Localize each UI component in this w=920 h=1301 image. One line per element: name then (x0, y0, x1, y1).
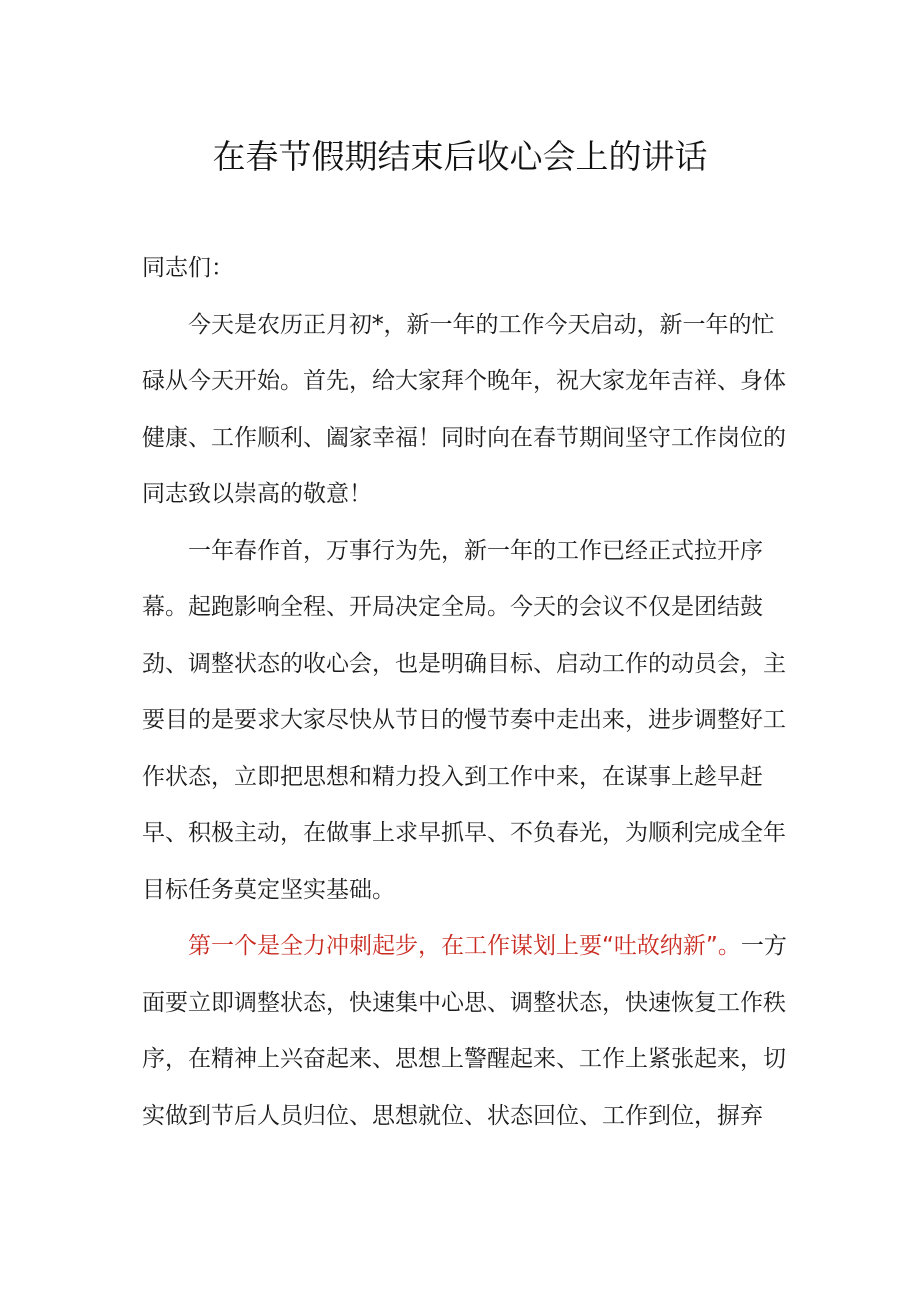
paragraph-greeting (142, 297, 794, 523)
text-line: 方面要立即调整状态，快速集中心思、调整状态，快速恢复工作 (142, 933, 787, 1016)
text-line: 秩序，在精神上兴奋起来、思想上警醒起来、工作上紧张起来， (142, 989, 786, 1072)
text-line: 立即把思想和精力投入到工作中来，在谋事上趁早赶早、积极主 (142, 763, 763, 846)
text-line: 起跑影响全程、开局决定全局。今天的会议不仅是团结鼓劲、调 (142, 594, 763, 677)
text-line: 动，在做事上求早抓早、不负春光，为顺利完成全年目标任务莫 (142, 820, 786, 903)
text-line: 康、工作顺利、阖家幸福！同时向在春节期间坚守工作岗位的同 (142, 424, 786, 507)
text-line: 整状态的收心会，也是明确目标、启动工作的动员会，主要目的 (142, 650, 786, 733)
text-line: 志致以崇高的敬意！ (165, 481, 372, 507)
text-line: 定坚实基础。 (257, 876, 395, 903)
section-heading: 第一个是全力冲刺起步，在工作谋划上要“吐故纳新”。 (188, 933, 741, 959)
salutation: 同志们： (142, 255, 234, 281)
text-line: 切实做到节后人员归位、思想就位、状态回位、工作到位，摒弃 (142, 1046, 786, 1129)
text-line: 从今天开始。首先，给大家拜个晚年，祝大家龙年吉祥、身体健 (142, 368, 786, 451)
document-body (142, 240, 794, 1144)
text-line: 一年春作首，万事行为先，新一年的工作已经正式拉开序幕。 (142, 537, 763, 620)
text-line: 是要求大家尽快从节日的慢节奏中走出来，进步调整好工作状态， (142, 707, 786, 790)
text-line: 一 (740, 933, 764, 959)
paragraph-section-1 (142, 918, 794, 1144)
paragraph-purpose (142, 523, 794, 919)
text-line: 今天是农历正月初*，新一年的工作今天启动，新一年的忙碌 (142, 311, 775, 394)
document-title: 在春节假期结束后收心会上的讲话 (212, 137, 708, 176)
